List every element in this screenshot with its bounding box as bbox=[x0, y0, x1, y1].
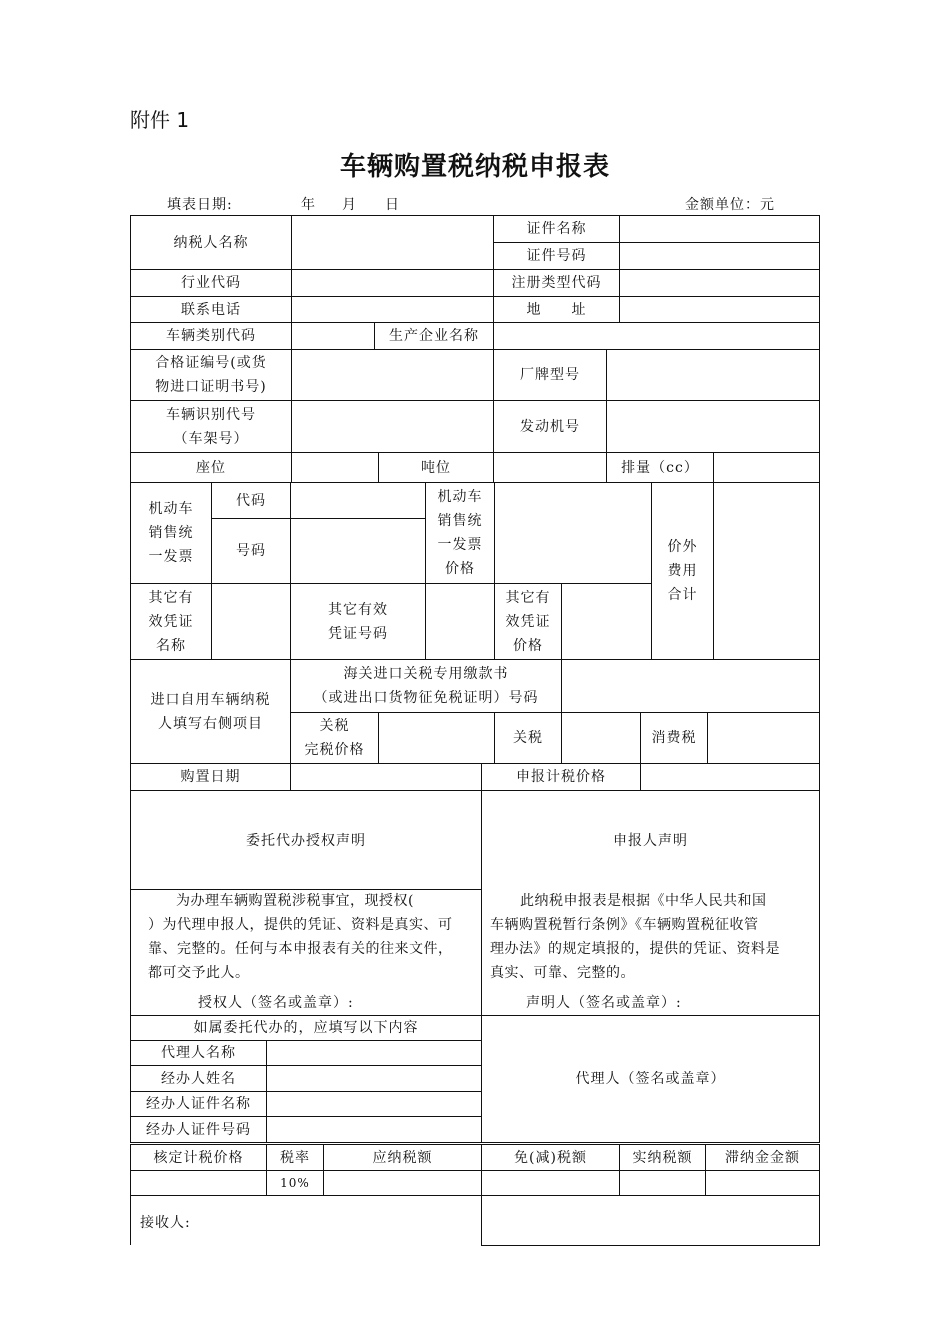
other-cert-no-field[interactable] bbox=[425, 583, 495, 660]
customs-label: 海关进口关税专用缴款书 （或进出口货物征免税证明）号码 bbox=[290, 659, 562, 713]
other-cert-price-label: 其它有 效凭证 价格 bbox=[494, 583, 562, 660]
declaration-text: 此纳税申报表是根据《中华人民共和国 车辆购置税暂行条例》《车辆购置税征收管 理办法》的规定填报的，提供的凭证、资料是 真实、可靠、完整的。 bbox=[490, 893, 780, 981]
extra-fee-label: 价外 费用 合计 bbox=[651, 482, 714, 660]
fill-year-label: 年 bbox=[301, 197, 316, 213]
taxpayer-name-field[interactable] bbox=[291, 215, 494, 270]
handler-name-field[interactable] bbox=[266, 1065, 482, 1092]
tax-exempt-header: 免(减)税额 bbox=[481, 1144, 620, 1171]
form-title: 车辆购置税纳税申报表 bbox=[339, 152, 610, 182]
engine-no-label: 发动机号 bbox=[493, 400, 607, 453]
other-cert-no-label: 其它有效 凭证号码 bbox=[290, 583, 426, 660]
address-field[interactable] bbox=[619, 296, 820, 323]
manufacturer-field[interactable] bbox=[493, 322, 820, 350]
fill-day-label: 日 bbox=[385, 197, 400, 213]
invoice-number-label: 号码 bbox=[211, 518, 291, 584]
displacement-field[interactable] bbox=[713, 452, 820, 483]
seats-label: 座位 bbox=[130, 452, 292, 483]
seats-field[interactable] bbox=[291, 452, 379, 483]
agent-intro: 如属委托代办的，应填写以下内容 bbox=[130, 1015, 482, 1041]
attachment-label: 附件 1 bbox=[130, 108, 190, 132]
tax-rate-header: 税率 bbox=[266, 1144, 324, 1171]
declaration-title: 申报人声明 bbox=[613, 833, 688, 849]
duty-paid-price-field[interactable] bbox=[378, 712, 495, 764]
id-type-field[interactable] bbox=[619, 215, 820, 243]
industry-code-label: 行业代码 bbox=[130, 269, 292, 297]
invoice-number-field[interactable] bbox=[290, 518, 426, 584]
authorizer-signature[interactable]: 授权人（签名或盖章）: bbox=[198, 995, 354, 1011]
tax-exempt-field[interactable] bbox=[481, 1170, 620, 1196]
customs-field[interactable] bbox=[561, 659, 820, 713]
handler-id-no-field[interactable] bbox=[266, 1116, 482, 1143]
reg-type-code-field[interactable] bbox=[619, 269, 820, 297]
tariff-field[interactable] bbox=[561, 712, 641, 764]
receiver-right-box[interactable] bbox=[481, 1195, 820, 1246]
displacement-label: 排量（cc） bbox=[606, 452, 714, 483]
agent-name-field[interactable] bbox=[266, 1040, 482, 1066]
agent-name-label: 代理人名称 bbox=[130, 1040, 267, 1066]
industry-code-field[interactable] bbox=[291, 269, 494, 297]
receiver-label: 接收人: bbox=[140, 1215, 191, 1231]
tonnage-field[interactable] bbox=[493, 452, 607, 483]
tax-actual-field[interactable] bbox=[619, 1170, 706, 1196]
other-cert-name-label: 其它有 效凭证 名称 bbox=[130, 583, 212, 660]
invoice-code-label: 代码 bbox=[211, 482, 291, 519]
brand-model-field[interactable] bbox=[606, 349, 820, 401]
taxpayer-name-label: 纳税人名称 bbox=[130, 215, 292, 270]
fill-month-label: 月 bbox=[342, 197, 357, 213]
extra-fee-field[interactable] bbox=[713, 482, 820, 660]
handler-id-type-label: 经办人证件名称 bbox=[130, 1091, 267, 1117]
tax-payable-field[interactable] bbox=[323, 1170, 482, 1196]
handler-name-label: 经办人姓名 bbox=[130, 1065, 267, 1092]
agent-signature-box[interactable]: 代理人（签名或盖章） bbox=[481, 1015, 820, 1143]
fill-date-label: 填表日期: bbox=[167, 197, 233, 213]
authorization-text: 为办理车辆购置税涉税事宜，现授权( ）为代理申报人，提供的凭证、资料是真实、可 靠、完整的。任何与本申报表有关的往来文件， 都可交予此人。 bbox=[148, 893, 453, 981]
invoice-code-field[interactable] bbox=[290, 482, 426, 519]
tariff-label: 关税 bbox=[494, 712, 562, 764]
import-label: 进口自用车辆纳税 人填写右侧项目 bbox=[130, 659, 291, 764]
invoice-label: 机动车 销售统 一发票 bbox=[130, 482, 212, 584]
tax-actual-header: 实纳税额 bbox=[619, 1144, 706, 1171]
declared-price-label: 申报计税价格 bbox=[481, 763, 641, 791]
receiver-left-border bbox=[130, 1195, 131, 1245]
address-label: 地 址 bbox=[493, 296, 620, 323]
other-cert-name-field[interactable] bbox=[211, 583, 291, 660]
purchase-date-label: 购置日期 bbox=[130, 763, 291, 791]
invoice-price-label: 机动车 销售统 一发票 价格 bbox=[425, 482, 495, 584]
assessed-price-field[interactable] bbox=[130, 1170, 267, 1196]
invoice-price-field[interactable] bbox=[494, 482, 652, 584]
vehicle-category-label: 车辆类别代码 bbox=[130, 322, 292, 350]
late-fee-header: 滞纳金金额 bbox=[705, 1144, 820, 1171]
id-number-field[interactable] bbox=[619, 242, 820, 270]
consumption-tax-field[interactable] bbox=[707, 712, 820, 764]
duty-paid-price-label: 关税 完税价格 bbox=[290, 712, 379, 764]
cert-no-label: 合格证编号(或货 物进口证明书号) bbox=[130, 349, 292, 401]
engine-no-field[interactable] bbox=[606, 400, 820, 453]
cert-no-field[interactable] bbox=[291, 349, 494, 401]
declarant-signature[interactable]: 声明人（签名或盖章）: bbox=[526, 995, 682, 1011]
purchase-date-field[interactable] bbox=[290, 763, 482, 791]
authorization-title: 委托代办授权声明 bbox=[246, 833, 366, 849]
consumption-tax-label: 消费税 bbox=[640, 712, 708, 764]
brand-model-label: 厂牌型号 bbox=[493, 349, 607, 401]
tonnage-label: 吨位 bbox=[378, 452, 494, 483]
tax-rate-value: 10% bbox=[266, 1170, 324, 1196]
id-type-label: 证件名称 bbox=[493, 215, 620, 243]
assessed-price-header: 核定计税价格 bbox=[130, 1144, 267, 1171]
vehicle-category-field[interactable] bbox=[291, 322, 375, 350]
amount-unit: 金额单位：元 bbox=[685, 197, 775, 213]
manufacturer-label: 生产企业名称 bbox=[374, 322, 494, 350]
reg-type-code-label: 注册类型代码 bbox=[493, 269, 620, 297]
vin-label: 车辆识别代号 （车架号） bbox=[130, 400, 292, 453]
vin-field[interactable] bbox=[291, 400, 494, 453]
handler-id-type-field[interactable] bbox=[266, 1091, 482, 1117]
tax-payable-header: 应纳税额 bbox=[323, 1144, 482, 1171]
late-fee-field[interactable] bbox=[705, 1170, 820, 1196]
other-cert-price-field[interactable] bbox=[561, 583, 652, 660]
handler-id-no-label: 经办人证件号码 bbox=[130, 1116, 267, 1143]
phone-field[interactable] bbox=[291, 296, 494, 323]
declared-price-field[interactable] bbox=[640, 763, 820, 791]
phone-label: 联系电话 bbox=[130, 296, 292, 323]
id-number-label: 证件号码 bbox=[493, 242, 620, 270]
